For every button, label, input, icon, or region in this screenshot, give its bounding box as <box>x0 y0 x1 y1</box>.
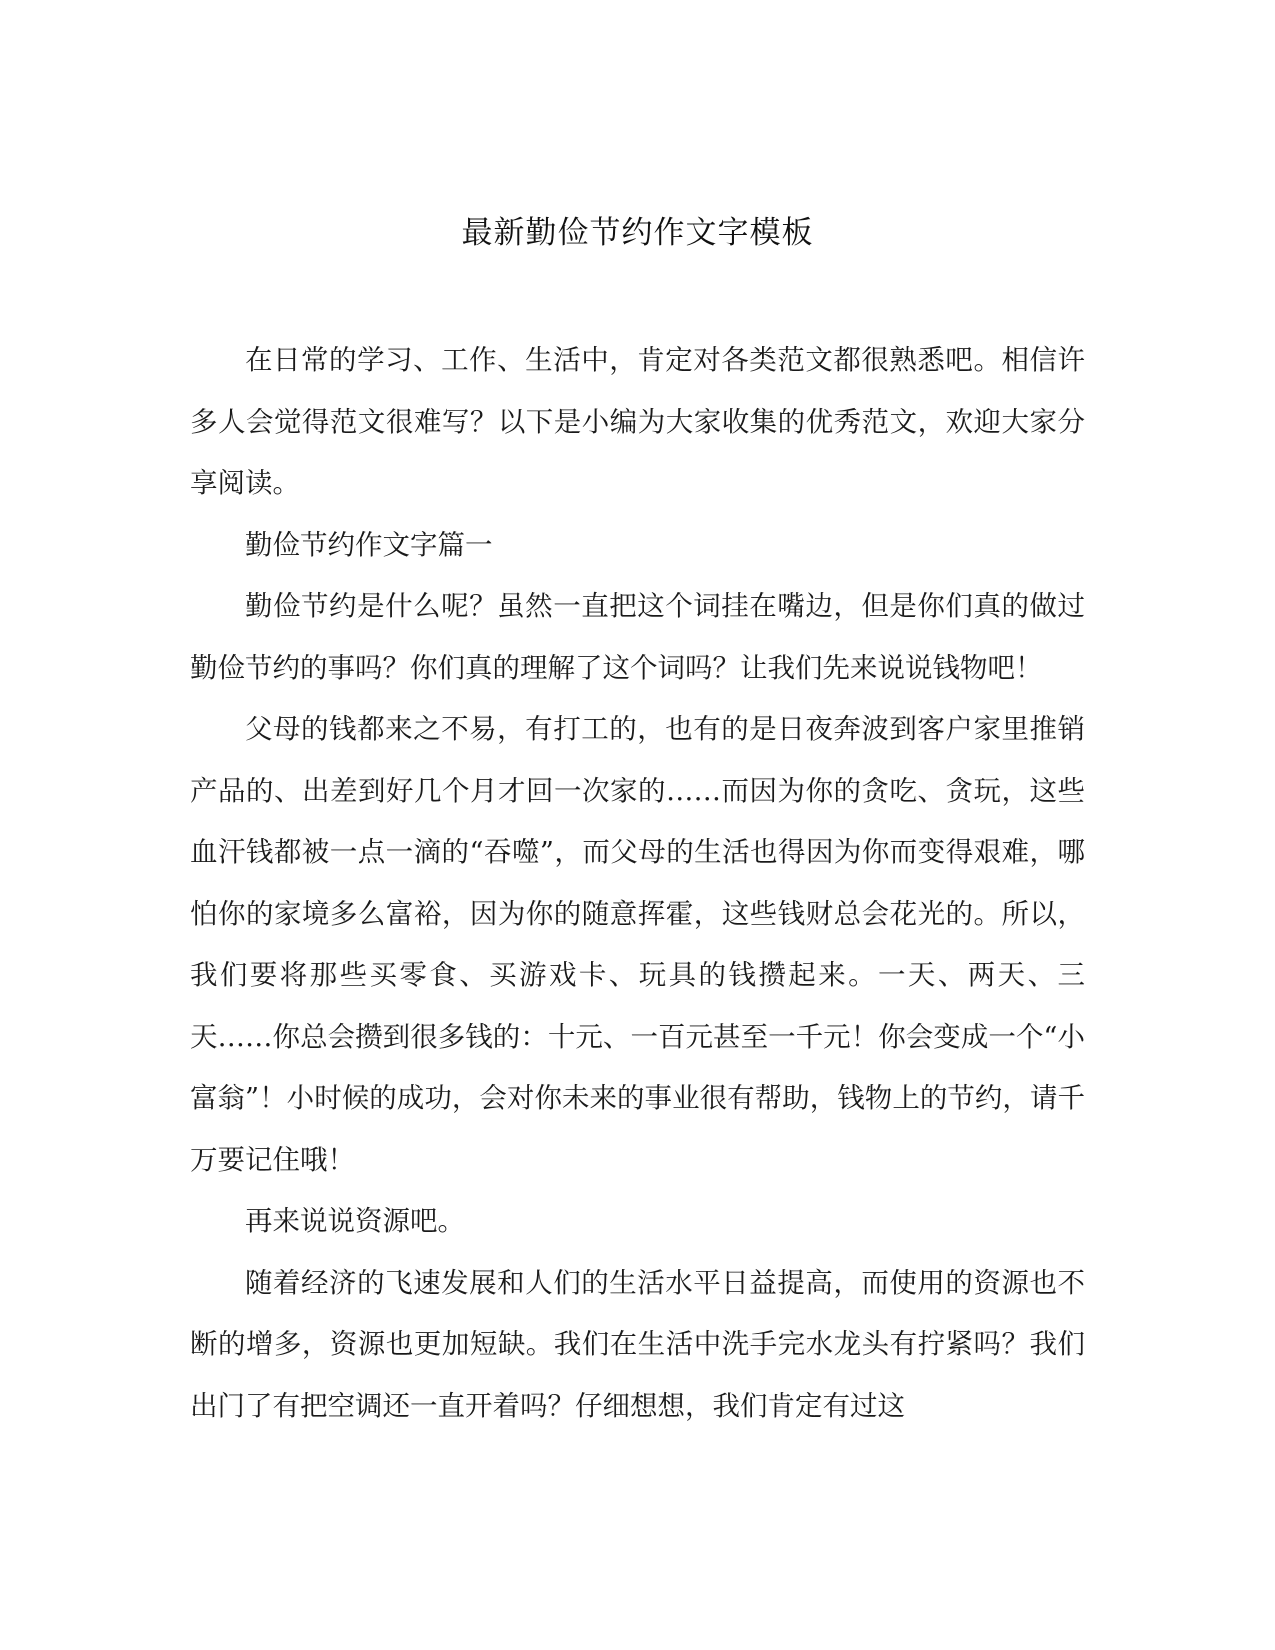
document-title: 最新勤俭节约作文字模板 <box>461 215 814 251</box>
paragraph-intro: 在日常的学习、工作、生活中，肯定对各类范文都很熟悉吧。相信许多人会觉得范文很难写？以下是小编为大家收集的优秀范文，欢迎大家分享阅读。 <box>190 344 1085 499</box>
paragraph-resources-intro: 再来说说资源吧。 <box>245 1205 465 1237</box>
paragraph-money: 父母的钱都来之不易，有打工的，也有的是日夜奔波到客户家里推销产品的、出差到好几个月才回一次家的……而因为你的贪吃、贪玩，这些血汗钱都被一点一滴的“吞噬”，而父母的生活也得因为你而变得艰难，哪怕你的家境多么富裕，因为你的随意挥霍，这些钱财总会花光的。所以，我们要将那些买零食、买游戏卡、玩具的钱攒起来。一天、两天、三天……你总会攒到很多钱的：十元、一百元甚至一千元！你会变成一个“小富翁”！小时候的成功，会对你未来的事业很有帮助，钱物上的节约，请千万要记住哦！ <box>190 713 1085 1176</box>
document-body <box>190 330 1085 1437</box>
section-heading: 勤俭节约作文字篇一 <box>245 528 493 561</box>
paragraph-resources: 随着经济的飞速发展和人们的生活水平日益提高，而使用的资源也不断的增多，资源也更加短缺。我们在生活中洗手完水龙头有拧紧吗？我们出门了有把空调还一直开着吗？仔细想想，我们肯定有过这 <box>190 1266 1085 1422</box>
paragraph-definition: 勤俭节约是什么呢？虽然一直把这个词挂在嘴边，但是你们真的做过勤俭节约的事吗？你们真的理解了这个词吗？让我们先来说说钱物吧！ <box>190 590 1085 684</box>
